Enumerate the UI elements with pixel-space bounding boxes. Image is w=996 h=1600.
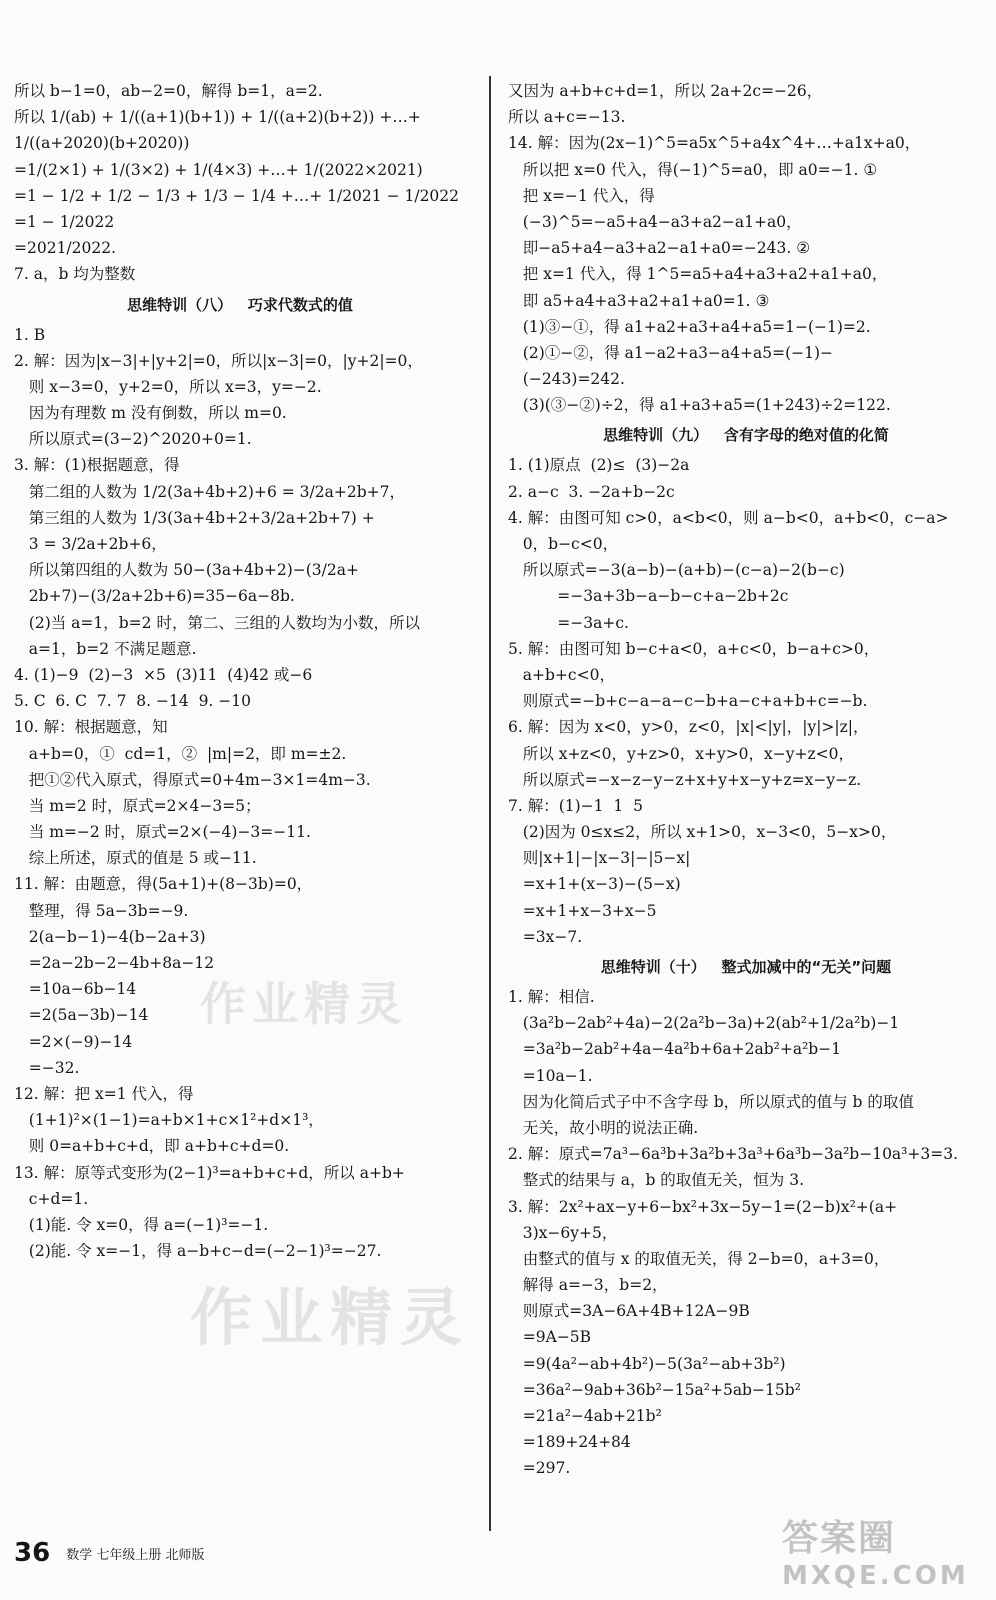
text-line: 3 = 3/2a+2b+6， xyxy=(14,535,167,553)
text-line: =21a²−4ab+21b² xyxy=(508,1407,662,1425)
text-line: a+b=0，① cd=1，② |m|=2，即 m=±2. xyxy=(14,744,347,763)
text-line: 把①②代入原式，得原式=0+4m−3×1=4m−3. xyxy=(14,770,371,789)
text-line: =3a²b−2ab²+4a−4a²b+6a+2ab²+a²b−1 xyxy=(508,1040,842,1059)
column-divider xyxy=(489,76,491,1531)
text-line: (2)能. 令 x=−1，得 a−b+c−d=(−2−1)³=−27. xyxy=(14,1242,382,1261)
text-line: 所以原式=−x−z−y−z+x+y+x−y+z=x−y−z. xyxy=(508,770,862,789)
text-line: 第三组的人数为 1/3(3a+4b+2+3/2a+2b+7) + xyxy=(14,508,375,527)
text-line: =3x−7. xyxy=(508,927,583,946)
text-line: 即 a5+a4+a3+a2+a1+a0=1. ③ xyxy=(508,291,770,310)
text-line: 5. 解：由图可知 b−c+a<0，a+c<0，b−a+c>0， xyxy=(508,639,880,658)
text-line: 当 m=−2 时，原式=2×(−4)−3=−11. xyxy=(14,823,311,842)
text-line: 13. 解：原等式变形为(2−1)³=a+b+c+d，所以 a+b+ xyxy=(14,1163,405,1182)
text-line: 则 0=a+b+c+d，即 a+b+c+d=0. xyxy=(14,1137,290,1156)
text-line: 整式的结果与 a，b 的取值无关，恒为 3. xyxy=(508,1171,805,1190)
text-line: 4. (1)−9 (2)−3 ×5 (3)11 (4)42 或−6 xyxy=(14,665,313,684)
text-line: (1)能. 令 x=0，得 a=(−1)³=−1. xyxy=(14,1215,269,1234)
text-line: 因为有理数 m 没有倒数，所以 m=0. xyxy=(14,404,287,423)
logo-bottom-text: MXQE.COM xyxy=(782,1561,969,1591)
text-line: 整理，得 5a−3b=−9. xyxy=(14,901,189,920)
text-line: =1 − 1/2 + 1/2 − 1/3 + 1/3 − 1/4 +…+ 1/2021 − 1/2022 xyxy=(14,186,460,205)
text-line: 5. C 6. C 7. 7 8. −14 9. −10 xyxy=(14,692,251,711)
text-line: =9A−5B xyxy=(508,1328,592,1347)
text-line: =1 − 1/2022 xyxy=(14,212,115,231)
text-line: 0，b−c<0， xyxy=(508,535,619,553)
text-line: c+d=1. xyxy=(14,1189,89,1208)
text-line: 即−a5+a4−a3+a2−a1+a0=−243. ② xyxy=(508,239,811,258)
text-line: 2. 解：因为|x−3|+|y+2|=0，所以|x−3|=0，|y+2|=0， xyxy=(14,351,423,370)
text-line: 综上所述，原式的值是 5 或−11. xyxy=(14,849,257,868)
text-line: (2)当 a=1，b=2 时，第二、三组的人数均为小数，所以 xyxy=(14,613,420,632)
text-line: 因为化简后式子中不含字母 b，所以原式的值与 b 的取值 xyxy=(508,1092,914,1111)
text-line: 所以 a+c=−13. xyxy=(508,108,626,127)
text-line: =2021/2022. xyxy=(14,239,117,258)
text-line: 3. 解：2x²+ax−y+6−bx²+3x−5y−1=(2−b)x²+(a+ xyxy=(508,1197,898,1216)
text-line: 3)x−6y+5， xyxy=(508,1223,618,1242)
text-line: 1/((a+2020)(b+2020)) xyxy=(14,134,190,153)
site-logo xyxy=(782,1510,982,1590)
logo-top-text: 答案圈 xyxy=(782,1518,897,1559)
text-line: =x+1+x−3+x−5 xyxy=(508,901,657,920)
text-line: 由整式的值与 x 的取值无关，得 2−b=0，a+3=0， xyxy=(508,1249,890,1268)
watermark-upper: 作业精灵 xyxy=(200,977,408,1031)
text-line: a=1，b=2 不满足题意. xyxy=(14,639,197,658)
text-line: 所以原式=(3−2)^2020+0=1. xyxy=(14,430,252,449)
text-line: 则|x+1|−|x−3|−|5−x| xyxy=(508,849,691,868)
text-line: 所以 x+z<0，y+z>0，x+y>0，x−y+z<0， xyxy=(508,744,855,763)
text-line: =189+24+84 xyxy=(508,1433,631,1452)
text-line: 10. 解：根据题意，知 xyxy=(14,718,168,737)
left-column xyxy=(14,78,466,1264)
text-line: 1. 解：相信. xyxy=(508,988,595,1006)
text-line: 所以 1/(ab) + 1/((a+1)(b+1)) + 1/((a+2)(b+2)) +…+ xyxy=(14,108,421,127)
text-line: 所以把 x=0 代入，得(−1)^5=a0，即 a0=−1. ① xyxy=(508,160,878,179)
text-line: 则 x−3=0，y+2=0，所以 x=3，y=−2. xyxy=(14,377,322,396)
text-line: 6. 解：因为 x<0，y>0，z<0，|x|<|y|，|y|>|z|， xyxy=(508,718,869,737)
text-line: (2)因为 0≤x≤2，所以 x+1>0，x−3<0，5−x>0， xyxy=(508,823,897,842)
text-line: =−3a+3b−a−b−c+a−2b+2c xyxy=(508,587,789,606)
text-line: (3)(③−②)÷2，得 a1+a3+a5=(1+243)÷2=122. xyxy=(508,396,891,415)
text-line: 1. (1)原点 (2)≤ (3)−2a xyxy=(508,456,690,475)
text-line: =−32. xyxy=(14,1058,80,1077)
text-line: =1/(2×1) + 1/(3×2) + 1/(4×3) +…+ 1/(2022×2021) xyxy=(14,160,423,179)
text-line: 4. 解：由图可知 c>0，a<b<0，则 a−b<0，a+b<0，c−a> xyxy=(508,508,949,527)
text-line: =10a−6b−14 xyxy=(14,980,137,999)
text-line: =10a−1. xyxy=(508,1066,593,1085)
text-line: 把 x=−1 代入，得 xyxy=(508,186,655,205)
text-line: =2a−2b−2−4b+8a−12 xyxy=(14,954,215,972)
text-line: 则原式=3A−6A+4B+12A−9B xyxy=(508,1302,750,1321)
section-heading: 思维特训（八） 巧求代数式的值 xyxy=(127,295,353,314)
text-line: 2(a−b−1)−4(b−2a+3) xyxy=(14,927,206,946)
page-number: 36 xyxy=(14,1538,51,1568)
section-heading: 思维特训（九） 含有字母的绝对值的化简 xyxy=(603,426,889,445)
text-line: =x+1+(x−3)−(5−x) xyxy=(508,875,681,894)
page-footer xyxy=(14,1535,204,1571)
text-line: 12. 解：把 x=1 代入，得 xyxy=(14,1084,194,1103)
footer-text: 数学 七年级上册 北师版 xyxy=(66,1547,205,1563)
text-line: 14. 解：因为(2x−1)^5=a5x^5+a4x^4+…+a1x+a0， xyxy=(508,134,921,153)
text-line: 2. a−c 3. −2a+b−2c xyxy=(508,482,675,501)
text-line: (1+1)²×(1−1)=a+b×1+c×1²+d×1³， xyxy=(14,1111,324,1130)
text-line: 2b+7)−(3/2a+2b+6)=35−6a−8b. xyxy=(14,587,295,606)
text-line: (1)③−①，得 a1+a2+a3+a4+a5=1−(−1)=2. xyxy=(508,317,871,336)
text-line: =2×(−9)−14 xyxy=(14,1032,133,1051)
text-line: =9(4a²−ab+4b²)−5(3a²−ab+3b²) xyxy=(508,1354,786,1373)
text-line: (−3)^5=−a5+a4−a3+a2−a1+a0， xyxy=(508,212,802,231)
watermark-lower: 作业精灵 xyxy=(190,1281,471,1354)
text-line: 又因为 a+b+c+d=1，所以 2a+2c=−26， xyxy=(508,82,823,100)
text-line: 3. 解：(1)根据题意，得 xyxy=(14,456,180,475)
text-line: (2)①−②，得 a1−a2+a3−a4+a5=(−1)− xyxy=(508,343,834,362)
right-column xyxy=(508,78,984,1482)
text-line: 解得 a=−3，b=2， xyxy=(508,1276,668,1295)
text-line: 无关，故小明的说法正确. xyxy=(508,1118,699,1137)
text-line: 当 m=2 时，原式=2×4−3=5； xyxy=(14,796,261,815)
text-line: =−3a+c. xyxy=(508,613,629,632)
text-line: 1. B xyxy=(14,325,46,344)
text-line: 11. 解：由题意，得(5a+1)+(8−3b)=0， xyxy=(14,875,313,894)
text-line: 所以第四组的人数为 50−(3a+4b+2)−(3/2a+ xyxy=(14,561,359,580)
text-line: =2(5a−3b)−14 xyxy=(14,1006,149,1025)
text-line: 所以原式=−3(a−b)−(a+b)−(c−a)−2(b−c) xyxy=(508,561,845,580)
text-line: (3a²b−2ab²+4a)−2(2a²b−3a)+2(ab²+1/2a²b)−1 xyxy=(508,1014,900,1033)
text-line: 把 x=1 代入，得 1^5=a5+a4+a3+a2+a1+a0， xyxy=(508,265,888,284)
text-line: 7. 解：(1)−1 1 5 xyxy=(508,796,643,815)
text-line: a+b+c<0， xyxy=(508,665,615,684)
text-line: =297. xyxy=(508,1459,571,1478)
text-line: =36a²−9ab+36b²−15a²+5ab−15b² xyxy=(508,1380,801,1399)
section-heading: 思维特训（十） 整式加减中的“无关”问题 xyxy=(600,958,892,976)
text-line: 2. 解：原式=7a³−6a³b+3a²b+3a³+6a³b−3a²b−10a³+3=3. xyxy=(508,1145,959,1164)
text-line: 所以 b−1=0，ab−2=0，解得 b=1，a=2. xyxy=(14,82,323,100)
text-line: 则原式=−b+c−a−a−c−b+a−c+a+b+c=−b. xyxy=(508,692,868,711)
text-line: 7. a，b 均为整数 xyxy=(14,265,136,284)
text-line: (−243)=242. xyxy=(508,370,625,389)
text-line: 第二组的人数为 1/2(3a+4b+2)+6 = 3/2a+2b+7， xyxy=(14,482,405,501)
